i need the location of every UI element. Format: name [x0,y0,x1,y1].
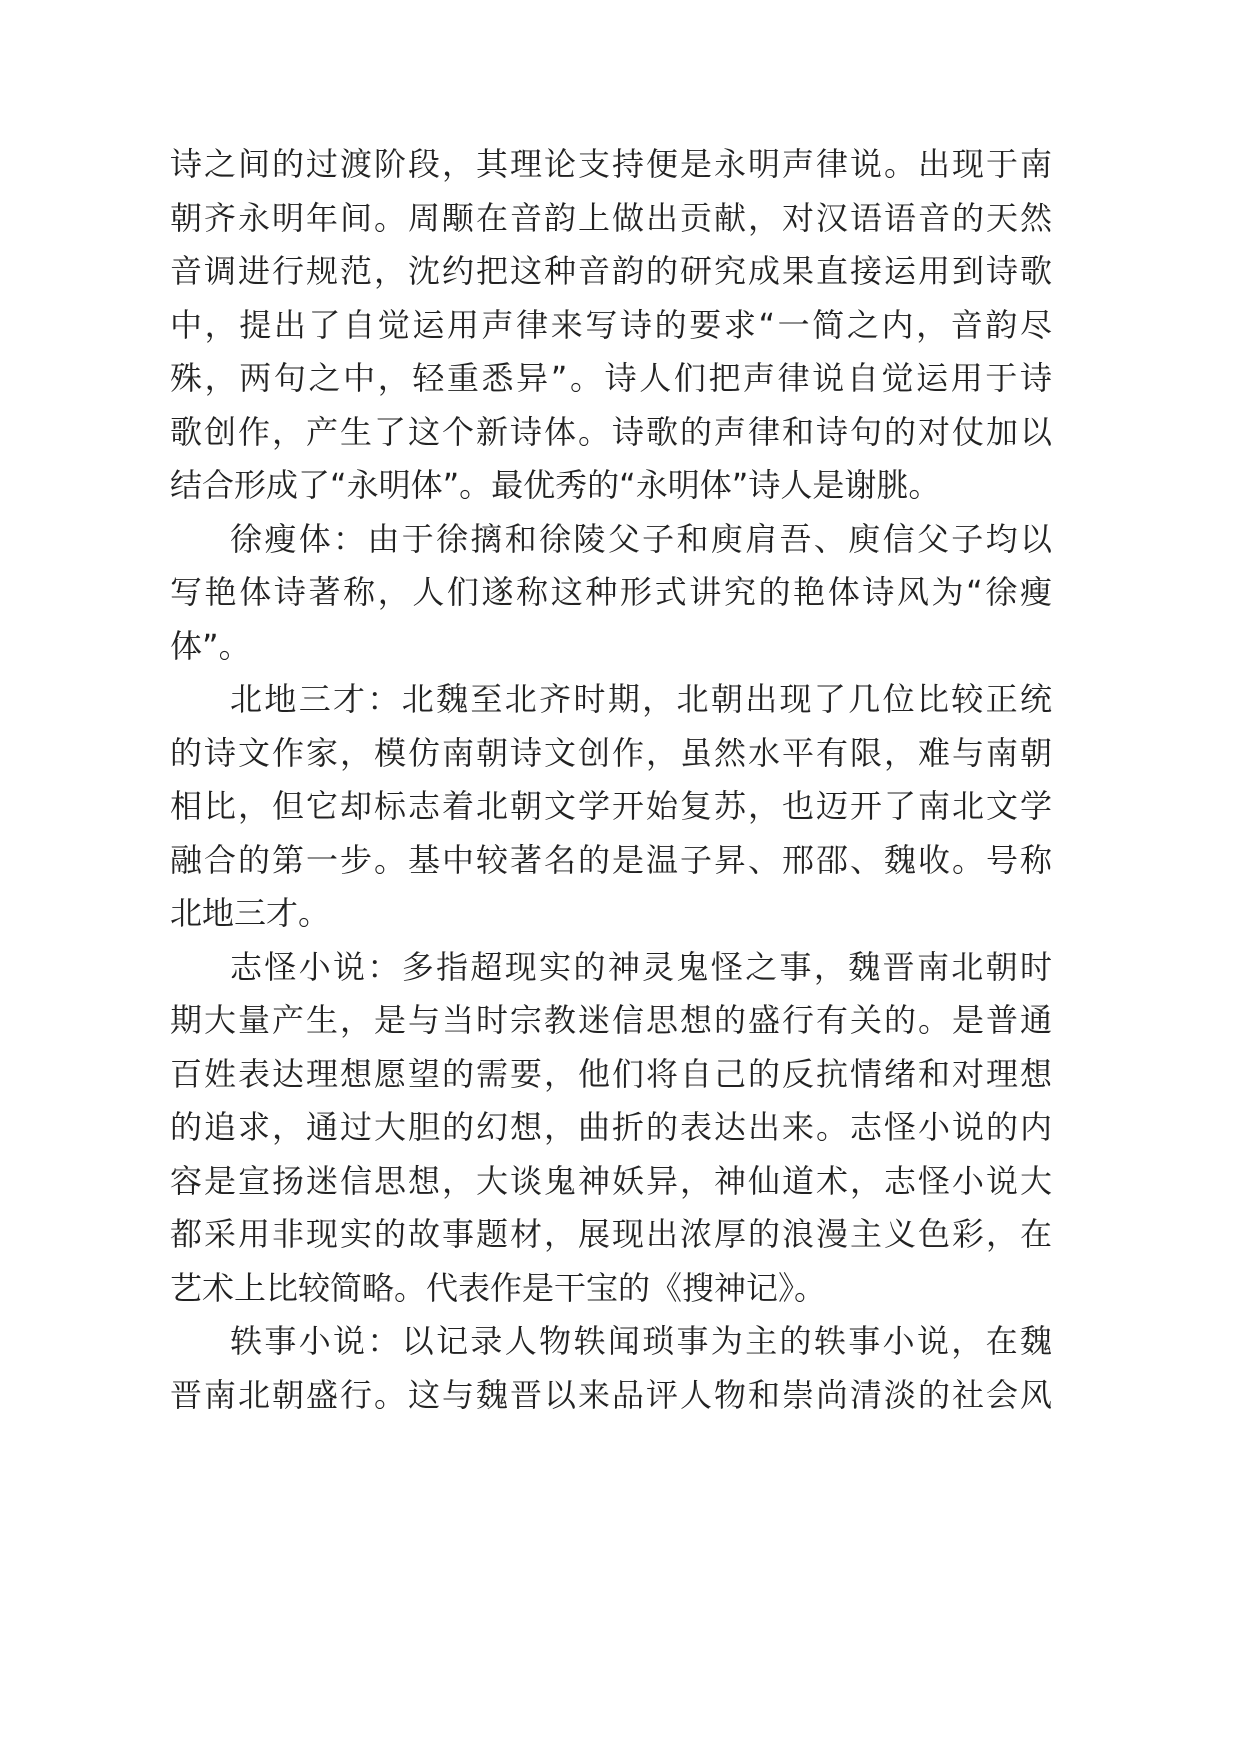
text-line: 诗之间的过渡阶段，其理论支持便是永明声律说。出现于南 [170,145,1052,183]
text-line: 融合的第一步。基中较著名的是温子昇、邢邵、魏收。号称 [170,840,1052,879]
text-line: 相比，但它却标志着北朝文学开始复苏，也迈开了南北文学 [170,787,1052,825]
paragraph-anecdote-fiction [170,1315,1052,1422]
text-line: 朝齐永明年间。周颙在音韵上做出贡献，对汉语语音的天然 [170,198,1052,237]
text-line: 容是宣扬迷信思想，大谈鬼神妖异，神仙道术，志怪小说大 [170,1161,1052,1200]
paragraph-yongming-style [170,138,1052,513]
text-line: 殊，两句之中，轻重悉异”。诗人们把声律说自觉运用于诗 [170,359,1052,397]
paragraph-three-talents-of-north [170,673,1052,941]
paragraph-zhiguai-fiction [170,941,1052,1316]
text-line: 艺术上比较简略。代表作是干宝的《搜神记》。 [170,1268,827,1307]
text-line: 的诗文作家，模仿南朝诗文创作，虽然水平有限，难与南朝 [170,733,1052,772]
text-line: 写艳体诗著称，人们遂称这种形式讲究的艳体诗风为“徐瘦 [170,573,1052,611]
text-line: 结合形成了“永明体”。最优秀的“永明体”诗人是谢朓。 [170,466,941,504]
text-line: 轶事小说：以记录人物轶闻琐事为主的轶事小说，在魏 [230,1322,1052,1360]
text-line: 音调进行规范，沈约把这种音韵的研究成果直接运用到诗歌 [170,252,1052,290]
text-line: 体”。 [170,626,251,665]
text-line: 百姓表达理想愿望的需要，他们将自己的反抗情绪和对理想 [170,1054,1052,1093]
text-line: 志怪小说：多指超现实的神灵鬼怪之事，魏晋南北朝时 [230,947,1052,986]
text-line: 的追求，通过大胆的幻想，曲折的表达出来。志怪小说的内 [170,1108,1052,1146]
text-line: 晋南北朝盛行。这与魏晋以来品评人物和崇尚清淡的社会风 [170,1375,1052,1414]
text-line: 徐瘦体：由于徐摛和徐陵父子和庾肩吾、庾信父子均以 [230,519,1052,558]
text-line: 都采用非现实的故事题材，展现出浓厚的浪漫主义色彩，在 [170,1215,1052,1253]
text-line: 中，提出了自觉运用声律来写诗的要求“一简之内，音韵尽 [170,305,1052,344]
text-line: 期大量产生，是与当时宗教迷信思想的盛行有关的。是普通 [170,1001,1052,1039]
paragraph-xu-shou-style [170,513,1052,674]
text-line: 歌创作，产生了这个新诗体。诗歌的声律和诗句的对仗加以 [170,412,1052,451]
text-line: 北地三才：北魏至北齐时期，北朝出现了几位比较正统 [230,680,1052,718]
body-text [170,138,1052,1422]
text-line: 北地三才。 [170,894,331,932]
